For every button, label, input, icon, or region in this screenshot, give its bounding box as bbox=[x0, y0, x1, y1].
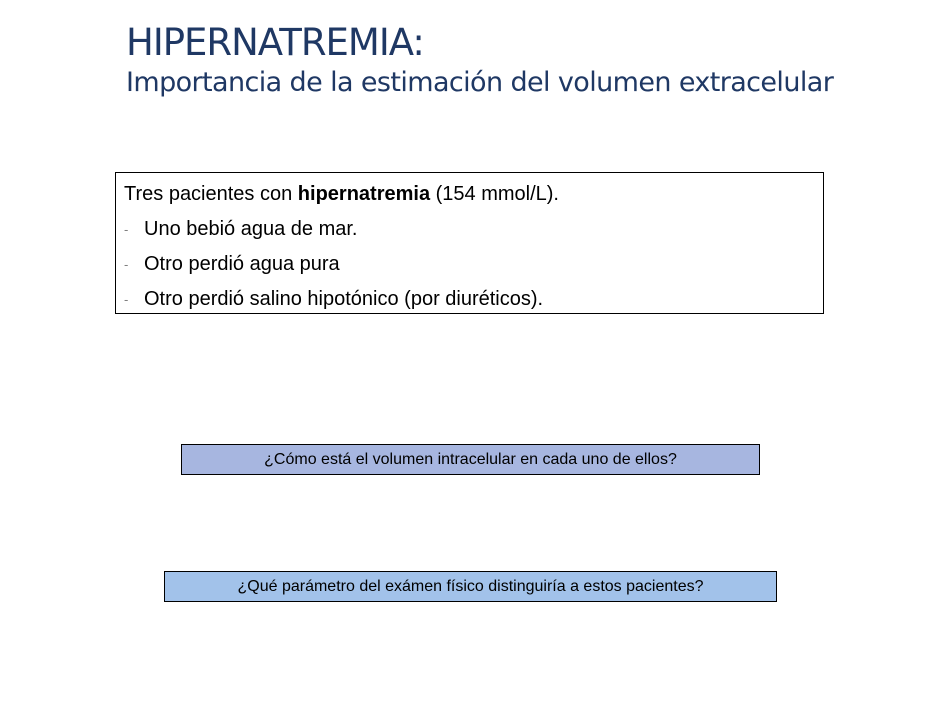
question-intracellular-volume: ¿Cómo está el volumen intracelular en cada uno de ellos? bbox=[181, 444, 760, 475]
dash-bullet: - bbox=[124, 257, 129, 272]
case-list bbox=[124, 212, 815, 317]
title-block bbox=[126, 20, 833, 100]
dash-bullet: - bbox=[124, 292, 129, 307]
slide-title: HIPERNATREMIA: bbox=[126, 21, 424, 64]
list-item bbox=[124, 212, 815, 247]
case-intro bbox=[124, 178, 815, 212]
list-item bbox=[124, 247, 815, 282]
list-item-text: Otro perdió salino hipotónico (por diuréticos). bbox=[144, 288, 544, 310]
list-item bbox=[124, 282, 815, 317]
question-physical-exam: ¿Qué parámetro del exámen físico distinguiría a estos pacientes? bbox=[164, 571, 777, 602]
case-intro-bold: hipernatremia bbox=[297, 183, 431, 205]
slide-subtitle: Importancia de la estimación del volumen extracelular bbox=[126, 67, 834, 98]
case-box bbox=[115, 172, 824, 314]
list-item-text: Otro perdió agua pura bbox=[144, 253, 340, 275]
case-intro-prefix: Tres pacientes con bbox=[124, 183, 298, 205]
case-intro-suffix: (154 mmol/L). bbox=[430, 183, 559, 205]
dash-bullet: - bbox=[124, 222, 129, 237]
list-item-text: Uno bebió agua de mar. bbox=[144, 218, 358, 240]
